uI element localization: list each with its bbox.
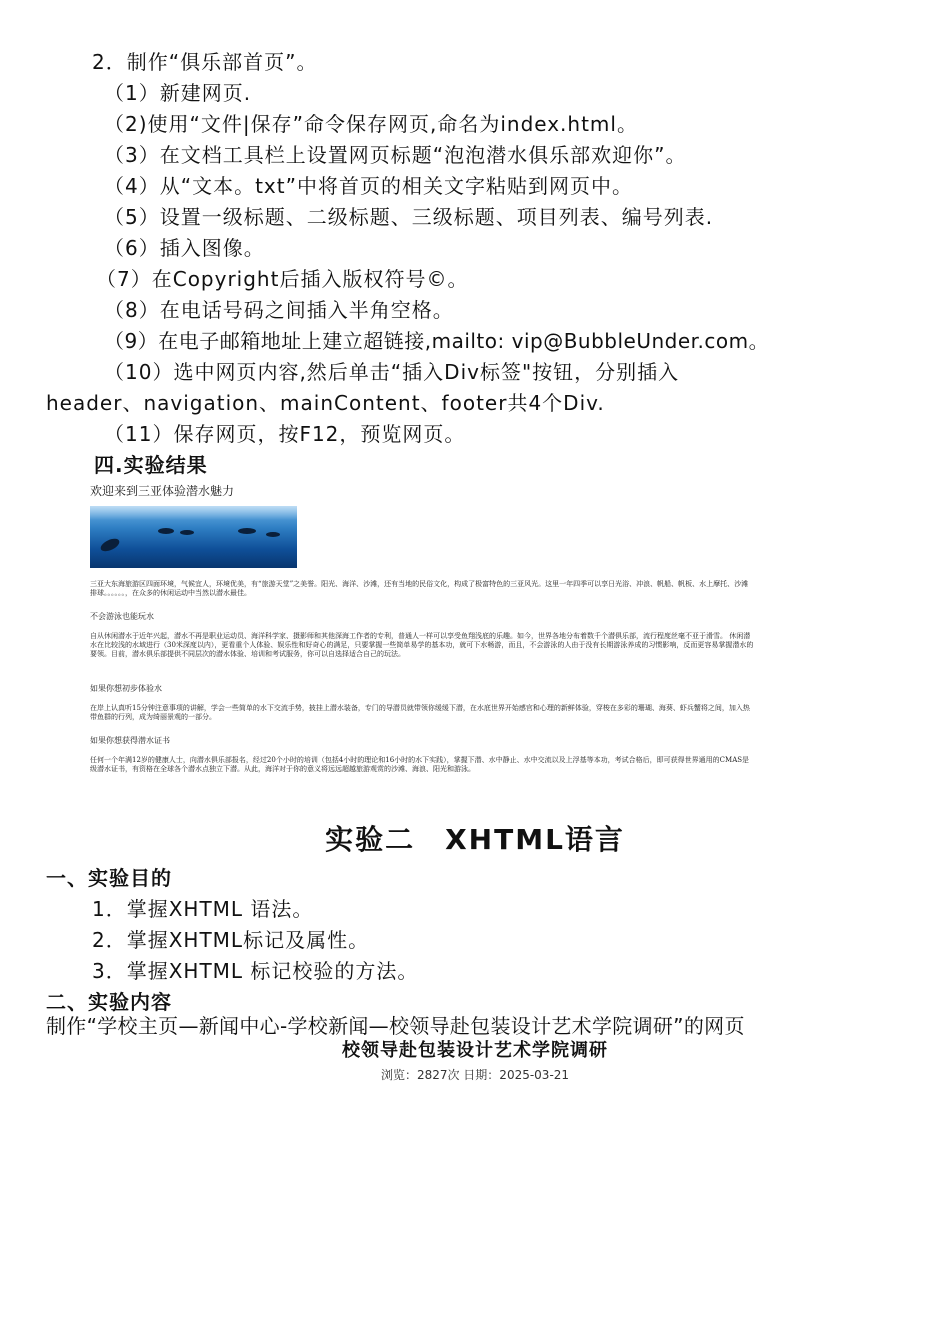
step-item: （3）在文档工具栏上设置网页标题“泡泡潜水俱乐部欢迎你”。	[104, 143, 687, 167]
news-title: 校领导赴包装设计艺术学院调研	[342, 1040, 608, 1061]
step-2-heading: 2．制作“俱乐部首页”。	[92, 50, 318, 74]
step-item: （4）从“文本。txt”中将首页的相关文字粘贴到网页中。	[104, 174, 633, 198]
news-meta: 浏览：2827次 日期：2025-03-21	[380, 1068, 570, 1082]
experiment-2-title: 实验二 XHTML语言	[325, 823, 625, 856]
goal-item: 2．掌握XHTML标记及属性。	[92, 928, 370, 952]
diving-photo	[90, 506, 297, 568]
section-1-title: 一、实验目的	[46, 866, 172, 890]
result-subheading: 如果你想获得潜水证书	[90, 736, 170, 745]
step-item: （1）新建网页.	[104, 81, 252, 105]
result-paragraph: 任何一个年满12岁的健康人士，向潜水俱乐部报名，经过20个小时的培训（包括4小时的理论和16小时的水下实践），掌握下潜、水中静止、水中交流以及上浮基等本功，考试合格后，即可获得世界通用的CMAS是级潜水证书，有资格在全球各个潜水点独立下潜。从此，海洋对于你的意义将远远超越旅游观赏的沙滩、海浪、阳光和游泳。	[90, 756, 750, 773]
result-paragraph: 三亚大东海旅游区四面环境，气候宜人，环境优美，有“旅游天堂”之美誉。阳光、海洋、沙滩，还有当地的民俗文化，构成了极富特色的三亚风光。这里一年四季可以享日光浴、冲浪、帆船、帆板、水上摩托、沙滩排球。。。。。。，在众多的休闲运动中当然以潜水最佳。	[90, 580, 749, 597]
step-item: （6）插入图像。	[104, 236, 265, 260]
result-paragraph: 在岸上认真听15分钟注意事项的讲解，学会一些简单的水下交流手势，披挂上潜水装备，专门的导潜员就带领你缓缓下潜，在水底世界开始感官和心理的新鲜体验，穿梭在多彩的珊瑚、海葵、虾兵蟹将之间，加入热带鱼群的行列，成为绮丽景观的一部分。	[90, 704, 750, 721]
step-item: （5）设置一级标题、二级标题、三级标题、项目列表、编号列表.	[104, 205, 714, 229]
step-item: （2)使用“文件|保存”命令保存网页,命名为index.html。	[104, 112, 638, 136]
content-description: 制作“学校主页—新闻中心-学校新闻—校领导赴包装设计艺术学院调研”的网页	[46, 1014, 745, 1038]
step-item: （9）在电子邮箱地址上建立超链接,mailto: vip@BubbleUnder.com。	[104, 329, 770, 353]
result-subheading: 不会游泳也能玩水	[90, 612, 154, 621]
goal-item: 3．掌握XHTML 标记校验的方法。	[92, 959, 419, 983]
step-item-continued: header、navigation、mainContent、footer共4个Div.	[46, 391, 605, 415]
goal-item: 1．掌握XHTML 语法。	[92, 897, 314, 921]
step-item: （8）在电话号码之间插入半角空格。	[104, 298, 454, 322]
result-paragraph: 自从休闲潜水于近年兴起，潜水不再是职业运动员、海洋科学家、摄影师和其他深海工作者的专利，普通人一样可以享受鱼翔浅底的乐趣。如今，世界各地分布着数千个潜俱乐部，流行程度丝毫不亚于滑雪。 休闲潜水在比较浅的水域进行（30米深度以内），更看重个人体验、娱乐性和好奇心的满足，只要掌握一些简单易学的基本功，就可下水畅游，而且，不会游泳的人由于没有长期游泳养成的习惯影响，反而更容易掌握潜水的要领。目前，潜水俱乐部提供不同层次的潜水体验、培训和考试服务，你可以自选择适合自己的玩法。	[90, 632, 754, 658]
section-4-title: 四.实验结果	[94, 453, 208, 477]
step-item: （7）在Copyright后插入版权符号©。	[96, 267, 469, 291]
step-item: （10）选中网页内容,然后单击“插入Div标签"按钮，分别插入	[104, 360, 680, 384]
step-item: （11）保存网页，按F12，预览网页。	[104, 422, 466, 446]
section-2-title: 二、实验内容	[46, 990, 172, 1014]
result-subheading: 如果你想初步体验水	[90, 684, 162, 693]
result-screenshot	[88, 480, 756, 776]
result-page-title: 欢迎来到三亚体验潜水魅力	[90, 484, 235, 498]
